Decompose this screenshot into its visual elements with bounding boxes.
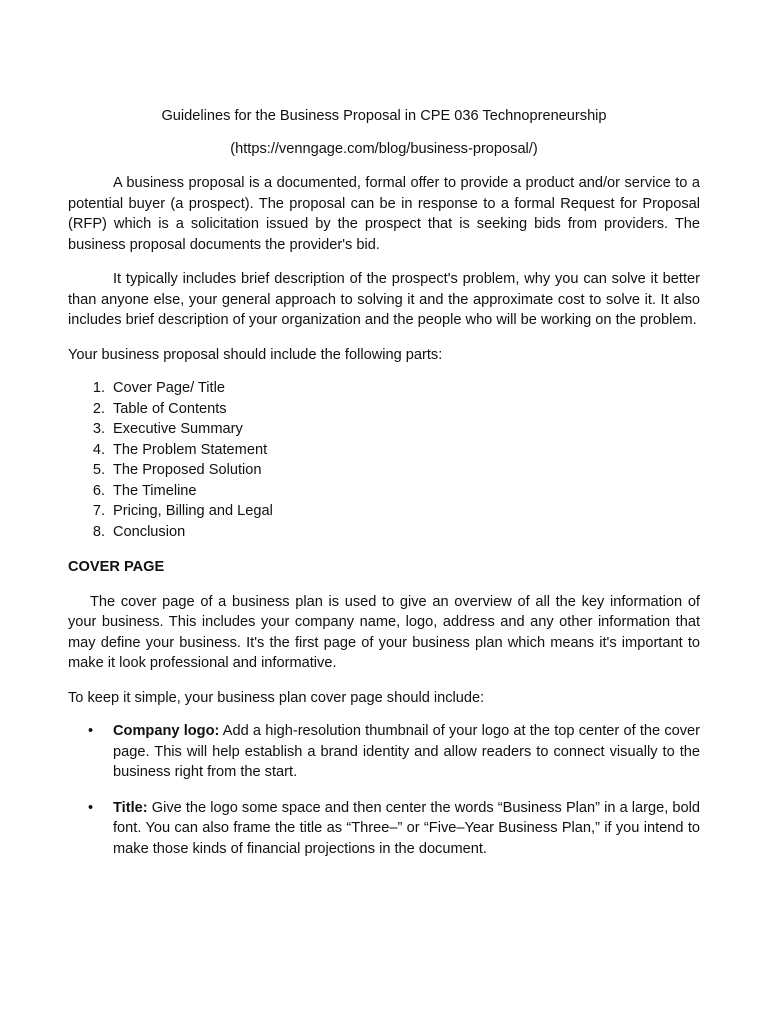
bullet-text (113, 798, 700, 860)
list-label: The Problem Statement (113, 441, 268, 458)
list-label: The Proposed Solution (113, 462, 262, 478)
list-label: Table of Contents (113, 400, 227, 417)
list-item (68, 798, 700, 860)
document-title: Guidelines for the Business Proposal in CPE 036 Technopreneurship (161, 108, 607, 124)
description-paragraph: It typically includes brief description of the prospect's problem, why you can solve it better than anyone else, your general approach to solving it and the approximate cost to solve it. It also includes brief description of your organization and the people who will be working on the problem. (68, 271, 700, 328)
cover-page-paragraph: The cover page of a business plan is used to give an overview of all the key information of your business. This includes your company name, logo, address and any other information that may define your business. It's the first page of your business plan which means it's important to make it look professional and informative. (68, 593, 700, 671)
list-label: Pricing, Billing and Legal (113, 503, 273, 519)
cover-page-bullets (68, 721, 700, 859)
list-item (68, 440, 700, 461)
bullet-description: Give the logo some space and then center the words “Business Plan” in a large, bold font. You can also frame the title as “Three–” or “Five–Year Business Plan,” if you intend to make those kinds of financial projections in the document. (113, 799, 700, 857)
list-number: 7. (92, 503, 105, 519)
list-item (68, 481, 700, 502)
list-label: The Timeline (113, 482, 197, 499)
list-item (68, 501, 700, 522)
list-number: 1. (92, 380, 105, 396)
bullet-icon: • (88, 799, 94, 816)
list-number: 2. (92, 400, 105, 417)
cover-page-heading: COVER PAGE (68, 559, 165, 575)
bullet-term: Title: (113, 799, 148, 816)
list-item (68, 721, 700, 783)
list-label: Conclusion (113, 523, 186, 540)
bullet-description: Add a high-resolution thumbnail of your logo at the top center of the cover page. This will help establish a brand identity and allow readers to connect visually to the business right from the start. (113, 723, 701, 780)
list-item (68, 522, 700, 543)
source-link[interactable]: (https://venngage.com/blog/business-proposal/) (230, 140, 538, 157)
list-item (68, 460, 700, 481)
list-item (68, 399, 700, 420)
list-item (68, 378, 700, 399)
list-label: Executive Summary (113, 421, 243, 437)
list-number: 3. (92, 421, 105, 437)
list-number: 8. (92, 523, 105, 540)
list-number: 5. (92, 462, 105, 478)
bullet-text (113, 721, 700, 783)
list-number: 6. (92, 482, 105, 499)
intro-paragraph: A business proposal is a documented, formal offer to provide a product and/or service to a potential buyer (a prospect). The proposal can be in response to a formal Request for Proposal (RFP) which is a solicitation issued by the prospect that is seeking bids from providers. The business proposal documents the provider's bid. (68, 175, 700, 253)
parts-intro: Your business proposal should include the following parts: (68, 346, 443, 363)
list-number: 4. (92, 441, 105, 458)
list-item (68, 419, 700, 440)
bullet-term: Company logo: (113, 723, 220, 739)
parts-list (68, 378, 700, 542)
document-body (68, 106, 700, 874)
cover-page-intro: To keep it simple, your business plan cover page should include: (68, 689, 485, 706)
list-label: Cover Page/ Title (113, 380, 225, 396)
bullet-icon: • (88, 723, 94, 739)
